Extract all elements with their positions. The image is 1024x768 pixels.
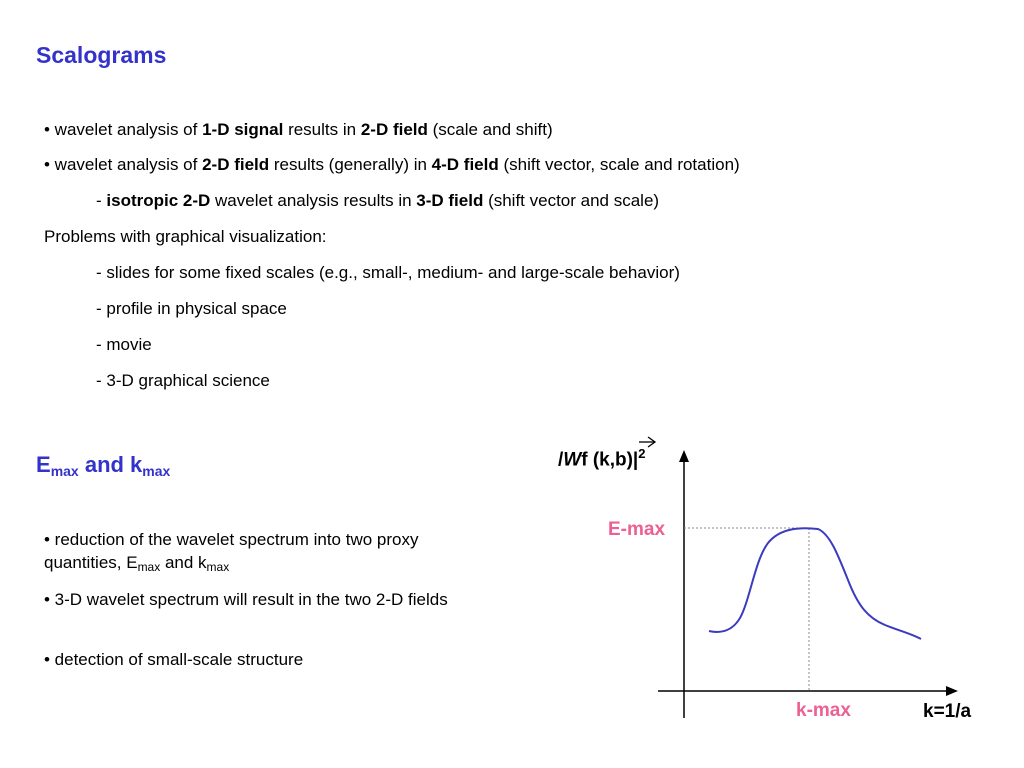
- text: • wavelet analysis of: [44, 120, 203, 139]
- text: -: [96, 191, 107, 210]
- bold-text: 3-D field: [416, 191, 484, 210]
- y-axis-label: [558, 446, 645, 471]
- subscript: max: [142, 463, 171, 479]
- list-item: - profile in physical space: [96, 299, 287, 318]
- paragraph-detection: • detection of small-scale structure: [44, 650, 304, 669]
- page-title: Scalograms: [36, 42, 167, 68]
- list-item: - 3-D graphical science: [96, 371, 270, 390]
- text: results (generally) in: [269, 155, 432, 174]
- text: and k: [78, 452, 143, 477]
- text: (shift vector, scale and rotation): [498, 155, 740, 174]
- subscript: max: [50, 463, 79, 479]
- subscript: max: [137, 560, 161, 574]
- emax-label: E-max: [608, 519, 666, 540]
- bold-text: 2-D field: [202, 155, 270, 174]
- text: E: [36, 452, 51, 477]
- x-axis-label: k=1/a: [923, 701, 972, 722]
- text: and k: [160, 553, 207, 572]
- superscript: 2: [638, 446, 646, 461]
- text: (scale and shift): [427, 120, 553, 139]
- list-item: - movie: [96, 335, 152, 354]
- kmax-label: k-max: [796, 700, 851, 721]
- subscript: max: [206, 560, 230, 574]
- text: wavelet analysis results in: [210, 191, 417, 210]
- text: • wavelet analysis of: [44, 155, 203, 174]
- text: /: [558, 449, 564, 471]
- y-axis-arrow-icon: [679, 450, 689, 462]
- paragraph-3d-spectrum: • 3-D wavelet spectrum will result in the two 2-D fields: [44, 590, 448, 609]
- italic-text: W: [563, 449, 582, 471]
- spectrum-curve: [709, 528, 921, 639]
- text: results in: [283, 120, 361, 139]
- text: (shift vector and scale): [483, 191, 660, 210]
- bold-text: 2-D field: [360, 120, 428, 139]
- problems-heading: Problems with graphical visualization:: [44, 227, 327, 246]
- bold-text: 1-D signal: [202, 120, 284, 139]
- x-axis-arrow-icon: [946, 686, 958, 696]
- bold-text: 4-D field: [431, 155, 499, 174]
- text: • reduction of the wavelet spectrum into two proxy quantities, E: [44, 530, 419, 572]
- list-item: - slides for some fixed scales (e.g., small-, medium- and large-scale behavior): [96, 263, 680, 282]
- bold-text: isotropic 2-D: [106, 191, 211, 210]
- text: f (k,b)|: [581, 449, 639, 471]
